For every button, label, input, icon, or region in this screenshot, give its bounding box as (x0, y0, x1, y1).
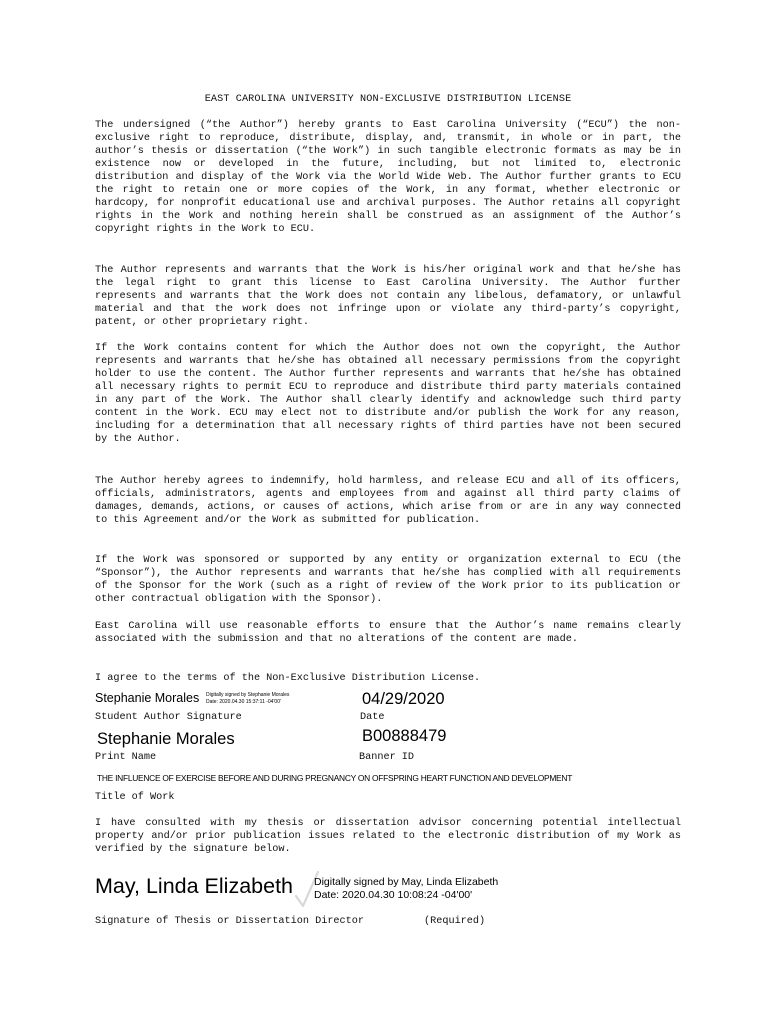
required-label: (Required) (424, 916, 486, 927)
student-signature-label: Student Author Signature (95, 712, 242, 723)
student-digital-sig-line: Digitally signed by Stephanie Morales (206, 692, 290, 698)
agreement-statement: I agree to the terms of the Non-Exclusive Distribution License. (95, 673, 481, 684)
advisor-statement: I have consulted with my thesis or dissertation advisor concerning potential intellectual property and/or prior publication issues related to the electronic distribution of my Work as verified by the signature below. (95, 818, 681, 855)
banner-id-value[interactable]: B00888479 (362, 727, 447, 745)
advisor-digital-sig-date: Date: 2020.04.30 10:08:24 -04'00' (314, 889, 473, 901)
paragraph-sponsor: If the Work was sponsored or supported by any entity or organization external to ECU (the “Sponsor”), the Author represents and warrants that he/she has complied with all requirements of the Sponsor for the Work (such as a right of review of the Work prior to its publication or other contractual obligation with the Sponsor). (95, 555, 681, 605)
document-title: EAST CAROLINA UNIVERSITY NON-EXCLUSIVE DISTRIBUTION LICENSE (204, 94, 572, 105)
student-signature[interactable]: Stephanie Morales (95, 691, 200, 705)
paragraph-grant: The undersigned (“the Author”) hereby grants to East Carolina University (“ECU”) the non-exclusive right to reproduce, distribute, display, and, transmit, in whole or in part, the author’s thesis or dissertation (“the Work”) in such tangible electronic formats as may be in existence now or developed in the future, including, but not limited to, electronic distribution and display of the Work via the World Wide Web. The Author further grants to ECU the right to retain one or more copies of the Work, in any format, whether electronic or hardcopy, for nonprofit educational use and archival purposes. The Author retains all copyright rights in the Work and nothing herein shall be construed as an assignment of the Author’s copyright rights in the Work to ECU. (95, 120, 681, 235)
advisor-digital-sig-line: Digitally signed by May, Linda Elizabeth (314, 876, 499, 888)
banner-id-label: Banner ID (359, 752, 415, 763)
paragraph-warranty: The Author represents and warrants that the Work is his/her original work and that he/she has the legal right to grant this license to East Carolina University. The Author further represents and warrants that the Work does not contain any libelous, defamatory, or unlawful material and that the work does not infringe upon or violate any third-party’s copyright, patent, or other proprietary right. (95, 265, 681, 328)
advisor-signature[interactable]: May, Linda Elizabeth (95, 874, 293, 898)
paragraph-attribution: East Carolina will use reasonable efforts to ensure that the Author’s name remains clearly associated with the submission and that no alterations of the content are made. (95, 621, 681, 645)
date-label: Date (360, 712, 385, 723)
student-digital-sig-date: Date: 2020.04.30 15:37:11 -04'00' (206, 699, 281, 705)
work-title-value[interactable]: THE INFLUENCE OF EXERCISE BEFORE AND DURING PREGNANCY ON OFFSPRING HEART FUNCTION AND DEVELOPMENT (97, 773, 573, 783)
paragraph-third-party: If the Work contains content for which the Author does not own the copyright, the Author represents and warrants that he/she has obtained all necessary permissions from the copyright holder to use the content. The Author further represents and warrants that he/she has obtained all necessary rights to permit ECU to reproduce and distribute third party materials contained in any part of the Work. The Author shall clearly identify and acknowledge such third party content in the Work. ECU may elect not to distribute and/or publish the Work for any reason, including for a determination that all necessary rights of third parties have not been secured by the Author. (95, 343, 681, 445)
work-title-label: Title of Work (95, 792, 175, 803)
print-name-label: Print Name (95, 752, 157, 763)
signature-date-value[interactable]: 04/29/2020 (362, 690, 445, 708)
advisor-digital-signature-stamp (314, 876, 498, 902)
print-name-value[interactable]: Stephanie Morales (97, 730, 235, 748)
director-signature-label: Signature of Thesis or Dissertation Director (95, 916, 364, 927)
paragraph-indemnify: The Author hereby agrees to indemnify, hold harmless, and release ECU and all of its officers, officials, administrators, agents and employees from and against all third party claims of damages, demands, actions, or causes of actions, which arise from or are in any way connected to this Agreement and/or the Work as submitted for publication. (95, 476, 681, 526)
